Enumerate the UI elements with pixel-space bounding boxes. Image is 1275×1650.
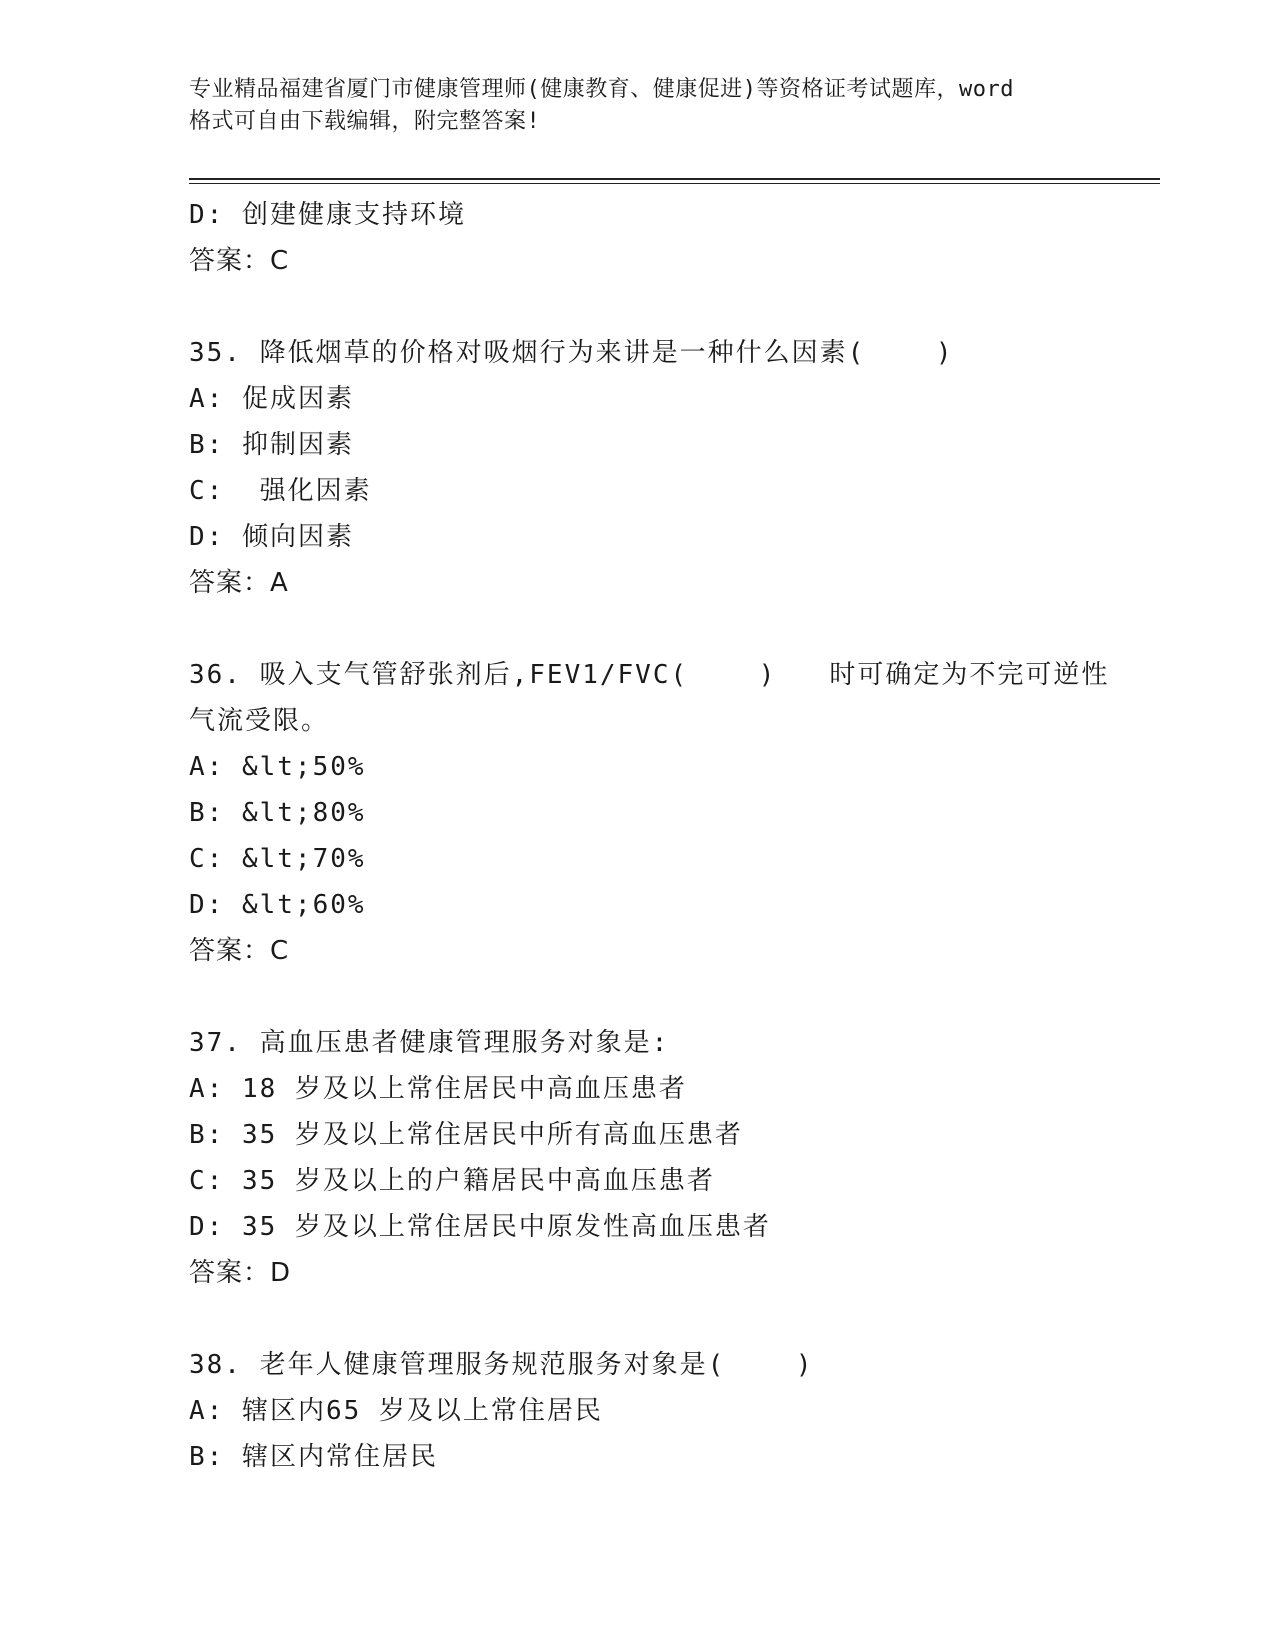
option-a: A: &lt;50% [189, 752, 366, 782]
question-stem: 35. 降低烟草的价格对吸烟行为来讲是一种什么因素( ) [189, 338, 954, 368]
header-line-1: 专业精品福建省厦门市健康管理师(健康教育、健康促进)等资格证考试题库，word [189, 77, 1014, 102]
option-a: A: 辖区内65 岁及以上常住居民 [189, 1396, 603, 1426]
option-a: A: 18 岁及以上常住居民中高血压患者 [189, 1074, 687, 1104]
option-d: D: 创建健康支持环境 [189, 200, 466, 230]
question-block-35 [189, 330, 1169, 606]
spacer [189, 606, 1169, 652]
option-b: B: &lt;80% [189, 798, 366, 828]
header-rule-thin [189, 183, 1160, 184]
answer-label: 答案：D [189, 1258, 292, 1288]
question-block-38 [189, 1342, 1169, 1480]
question-block-36 [189, 652, 1169, 974]
question-stem: 37. 高血压患者健康管理服务对象是: [189, 1028, 670, 1058]
question-content [189, 192, 1169, 1480]
question-stem: 38. 老年人健康管理服务规范服务对象是( ) [189, 1350, 814, 1380]
answer-label: 答案：C [189, 936, 290, 966]
page-header [189, 74, 1089, 138]
option-c: C: &lt;70% [189, 844, 366, 874]
option-d: D: 倾向因素 [189, 522, 354, 552]
option-b: B: 抑制因素 [189, 430, 354, 460]
question-block-34 [189, 192, 1169, 284]
option-c: C: 35 岁及以上的户籍居民中高血压患者 [189, 1166, 715, 1196]
option-b: B: 辖区内常住居民 [189, 1442, 438, 1472]
option-b: B: 35 岁及以上常住居民中所有高血压患者 [189, 1120, 743, 1150]
option-d: D: 35 岁及以上常住居民中原发性高血压患者 [189, 1212, 771, 1242]
spacer [189, 974, 1169, 1020]
header-line-2: 格式可自由下载编辑，附完整答案! [189, 109, 541, 134]
spacer [189, 284, 1169, 330]
question-block-37 [189, 1020, 1169, 1296]
option-d: D: &lt;60% [189, 890, 366, 920]
question-stem-line-1: 36. 吸入支气管舒张剂后,FEV1/FVC( ) 时可确定为不完可逆性 [189, 660, 1110, 690]
spacer [189, 1296, 1169, 1342]
answer-label: 答案：A [189, 568, 289, 598]
answer-label: 答案：C [189, 246, 290, 276]
header-rule-thick [189, 178, 1160, 180]
question-stem-line-2: 气流受限。 [189, 706, 330, 736]
option-a: A: 促成因素 [189, 384, 354, 414]
option-c: C: 强化因素 [189, 476, 372, 506]
